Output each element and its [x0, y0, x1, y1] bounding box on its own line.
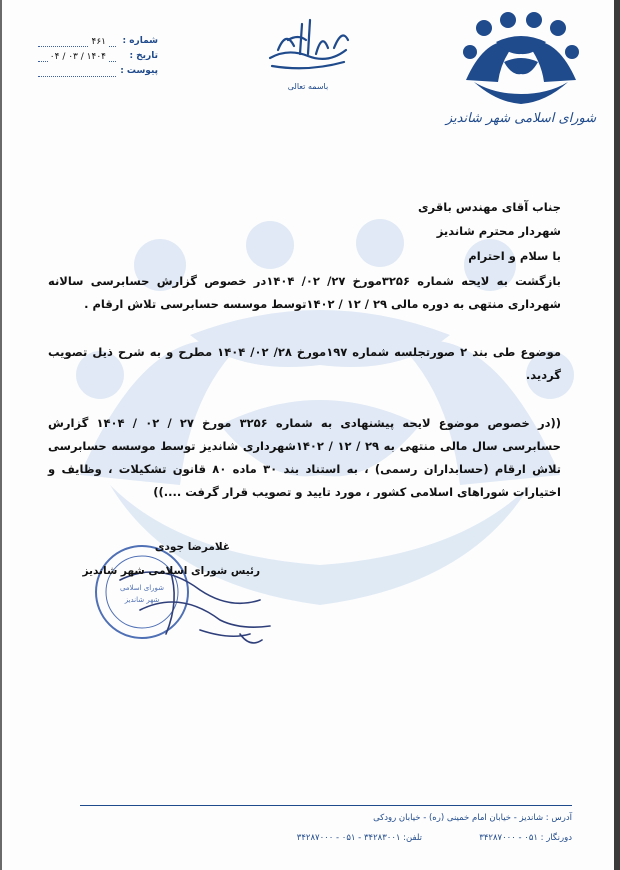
- paragraph-reference: بازگشت به لایحه شماره ۳۲۵۶مورخ ۲۷/ ۰۲/ ۱۴۰۴در خصوص گزارش حسابرسی سالانه شهرداری منتهی به دوره مالی ۲۹ / ۱۲ / ۱۴۰۲توسط موسسه حسابرسی تلاش ارقام .: [48, 274, 561, 311]
- letter-attachment-label: پیوست :: [120, 66, 158, 76]
- letter-date-row: [38, 51, 158, 66]
- footer-fax: دورنگار : ۰۵۱ - ۳۴۲۸۷۰۰۰: [479, 833, 572, 843]
- signatory-name: غلامرضا جودی: [154, 541, 230, 553]
- page-border-right: [614, 0, 620, 870]
- greeting: با سلام و احترام: [468, 249, 561, 263]
- letter-meta: [38, 36, 158, 81]
- paragraph-resolution: ((در خصوص موضوع لایحه پیشنهادی به شماره ۳۲۵۶ مورخ ۲۷ / ۰۲ / ۱۴۰۴ گزارش حسابرسی سال مالی منتهی به ۲۹ / ۱۲ / ۱۴۰۲شهرداری شاندیز توسط موسسه حسابرسی تلاش ارقام (حسابداران رسمی) ، به استناد بند ۳۰ ماده ۸۰ قانون تشکیلات ، وظایف و اختیارات شوراهای اسلامی کشور ، مورد تایید و تصویب قرار گرفت ....)): [48, 416, 561, 499]
- letter-number-value: ۴۶۱: [91, 37, 106, 47]
- recipient-name: جناب آقای مهندس باقری: [418, 200, 561, 214]
- letter-number-row: [38, 36, 158, 51]
- letter-date-value: ۱۴۰۴ / ۰۳ / ۰۴: [49, 52, 106, 62]
- letter-attachment-row: [38, 66, 158, 81]
- council-logo: [445, 10, 597, 130]
- paragraph-session: موضوع طی بند ۲ صورتجلسه شماره ۱۹۷مورخ ۲۸/ ۰۲/ ۱۴۰۴ مطرح و به شرح ذیل تصویب گردید.: [48, 345, 561, 382]
- footer-phone: تلفن: ۳۴۲۸۳۰۰۱ - ۰۵۱ - ۳۴۲۸۷۰۰۰: [296, 833, 422, 843]
- letter-date-label: تاریخ :: [129, 51, 158, 61]
- footer-address: آدرس : شاندیز - خیابان امام خمینی (ره) - خیابان رودکی: [373, 813, 572, 823]
- council-logo-lettering: شورای اسلامی شهر شاندیز: [445, 111, 597, 126]
- stamp-lettering: شورای اسلامی: [119, 584, 165, 592]
- page-border-left: [0, 0, 2, 870]
- recipient-title: شهردار محترم شاندیز: [436, 224, 561, 238]
- signatory-title: رئیس شورای اسلامی شهر شاندیز: [82, 565, 260, 577]
- stamp-lettering-2: شهر شاندیز: [124, 596, 160, 604]
- bismillah-caption: باسمه تعالی: [287, 82, 329, 91]
- letter-number-label: شماره :: [122, 36, 158, 46]
- motto-calligraphy: [258, 10, 358, 74]
- footer-divider: [80, 805, 572, 806]
